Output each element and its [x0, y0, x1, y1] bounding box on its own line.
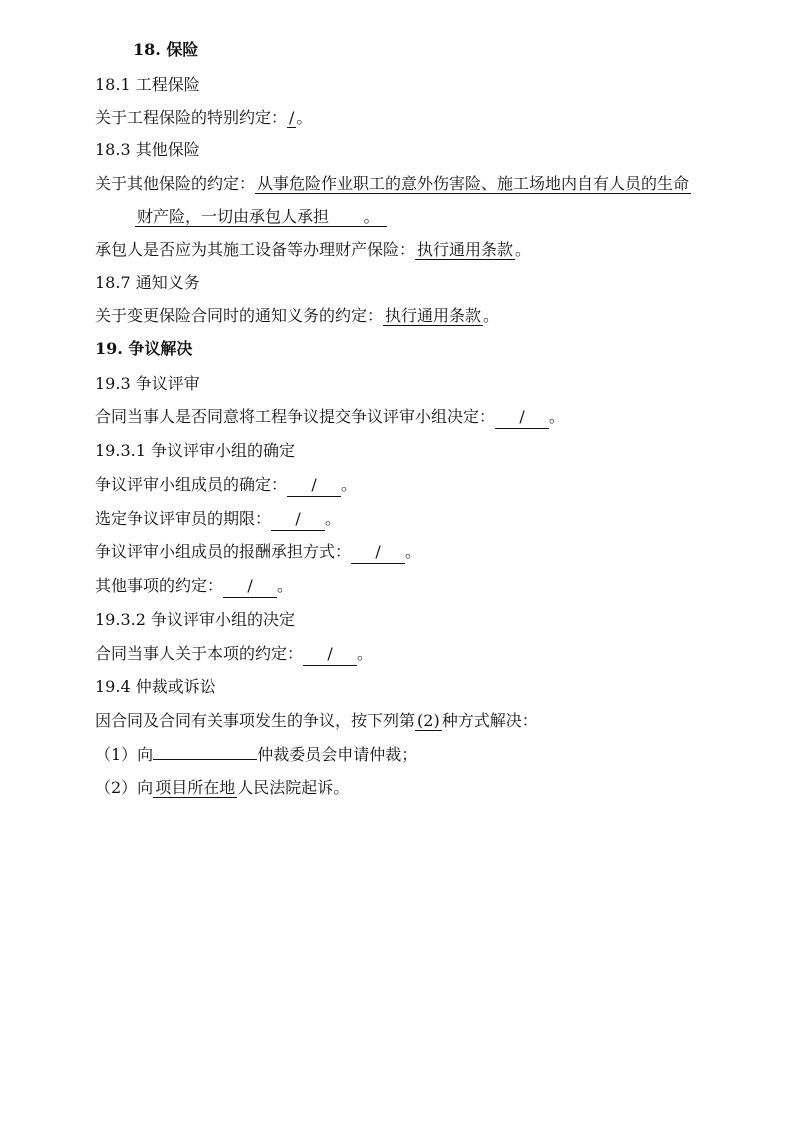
- option-label: （1）向: [95, 745, 154, 764]
- section-18-7-title: 18.7 通知义务: [95, 273, 200, 292]
- clause-end: 。: [515, 240, 532, 259]
- clause-label: 关于工程保险的特别约定：: [95, 108, 288, 127]
- option-label: （2）向: [95, 778, 154, 797]
- clause-value: /: [495, 406, 549, 429]
- option-value: [153, 759, 257, 760]
- section-19-4-title: 19.4 仲裁或诉讼: [95, 677, 216, 696]
- equipment-insurance-clause: [95, 239, 531, 261]
- clause-label: 关于其他保险的约定：: [95, 174, 256, 193]
- clause-end: 。: [341, 475, 358, 494]
- resolution-method-clause: [95, 710, 538, 732]
- clause-end: 。: [357, 644, 374, 663]
- clause-end: 。: [549, 407, 566, 426]
- clause-value: /: [303, 643, 357, 666]
- remuneration-clause: [95, 541, 421, 564]
- clause-end: 。: [331, 207, 387, 227]
- engineering-insurance-clause: [95, 107, 312, 129]
- option-arbitration: [95, 744, 417, 766]
- panel-decision-clause: [95, 643, 373, 666]
- option-litigation: [95, 777, 349, 799]
- clause-end: 种方式解决：: [441, 711, 538, 730]
- clause-value: /: [289, 108, 295, 127]
- clause-value: (2): [417, 711, 440, 730]
- section-19-heading: 19. 争议解决: [95, 339, 193, 358]
- clause-label: 其他事项的约定：: [95, 576, 224, 595]
- clause-end: 。: [483, 306, 500, 325]
- clause-value: 执行通用条款: [385, 306, 482, 325]
- clause-value: 财产险，一切由承包人承担: [137, 207, 330, 226]
- clause-value: /: [271, 508, 325, 531]
- section-18-1-title: 18.1 工程保险: [95, 75, 200, 94]
- clause-label: 关于变更保险合同时的通知义务的约定：: [95, 306, 384, 325]
- other-matters-clause: [95, 575, 293, 598]
- clause-label: 争议评审小组成员的确定：: [95, 475, 288, 494]
- option-end: 人民法院起诉。: [237, 778, 350, 797]
- other-insurance-clause: [95, 173, 691, 195]
- clause-label: 合同当事人是否同意将工程争议提交争议评审小组决定：: [95, 407, 496, 426]
- clause-end: 。: [325, 509, 342, 528]
- clause-label: 合同当事人关于本项的约定：: [95, 644, 304, 663]
- notice-obligation-clause: [95, 305, 499, 327]
- clause-end: 。: [296, 108, 313, 127]
- selection-period-clause: [95, 508, 341, 531]
- section-19-3-1-title: 19.3.1 争议评审小组的确定: [95, 441, 295, 460]
- option-value: 项目所在地: [155, 778, 236, 797]
- clause-value: /: [223, 575, 277, 598]
- option-end: 仲裁委员会申请仲裁；: [257, 745, 418, 764]
- clause-label: 争议评审小组成员的报酬承担方式：: [95, 542, 352, 561]
- clause-value: 从事危险作业职工的意外伤害险、施工场地内自有人员的生命: [257, 174, 690, 193]
- clause-value: 执行通用条款: [417, 240, 514, 259]
- clause-value: /: [287, 474, 341, 497]
- panel-members-clause: [95, 474, 357, 497]
- section-18-3-title: 18.3 其他保险: [95, 140, 200, 159]
- dispute-review-clause: [95, 406, 565, 429]
- section-18-heading: 18. 保险: [133, 40, 199, 59]
- clause-end: 。: [405, 542, 422, 561]
- section-19-3-title: 19.3 争议评审: [95, 374, 200, 393]
- clause-end: 。: [277, 576, 294, 595]
- clause-label: 承包人是否应为其施工设备等办理财产保险：: [95, 240, 416, 259]
- other-insurance-clause-cont: [135, 206, 387, 228]
- section-19-3-2-title: 19.3.2 争议评审小组的决定: [95, 610, 295, 629]
- clause-label: 选定争议评审员的期限：: [95, 509, 272, 528]
- clause-value: /: [351, 541, 405, 564]
- clause-label: 因合同及合同有关事项发生的争议，按下列第: [95, 711, 416, 730]
